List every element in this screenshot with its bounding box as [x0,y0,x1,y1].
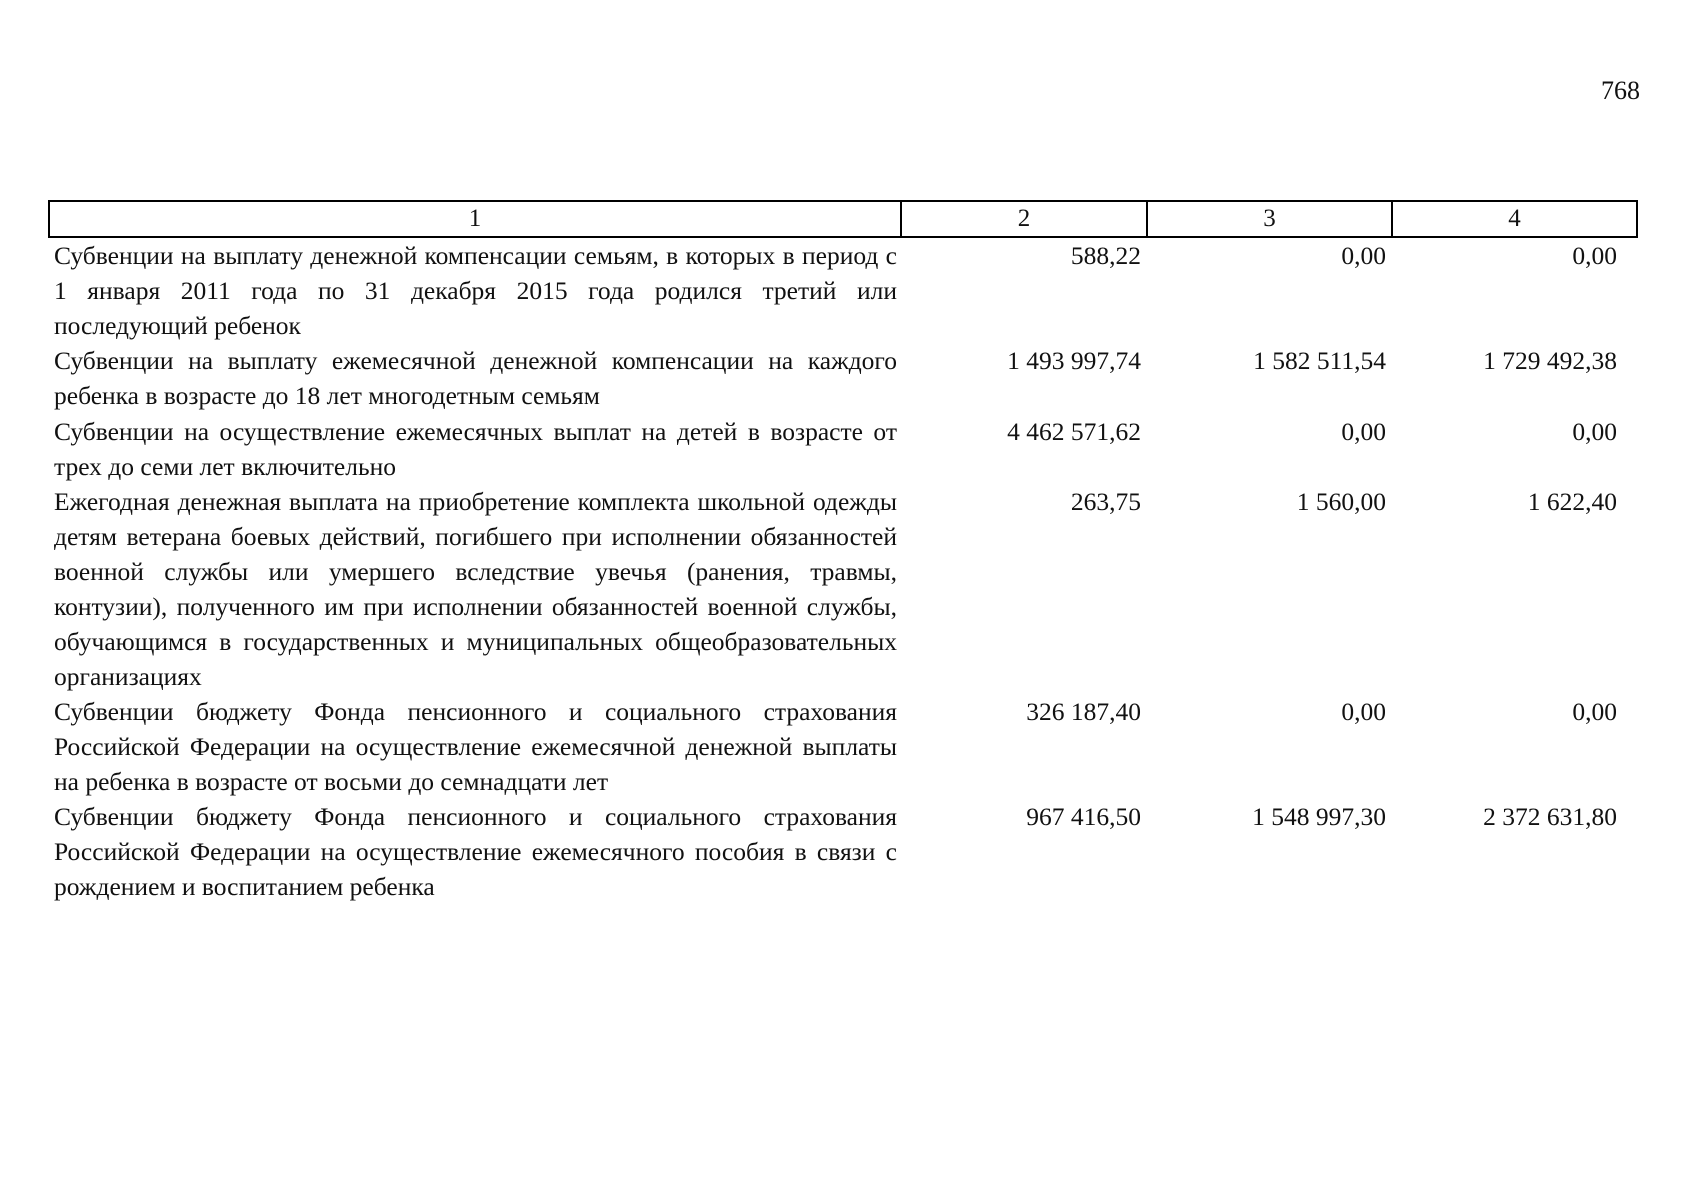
row-description: Субвенции на осуществление ежемесячных выплат на детей в возрасте от трех до семи лет включительно [54,417,897,481]
table-row [49,484,1637,694]
row-value-col2: 1 493 997,74 [1007,346,1141,375]
row-value-col4: 2 372 631,80 [1483,802,1617,831]
row-value-col3: 0,00 [1341,241,1386,270]
row-value-col3: 1 560,00 [1296,487,1386,516]
row-value-col3: 0,00 [1341,697,1386,726]
row-value-col4: 0,00 [1572,417,1617,446]
table-row [49,343,1637,414]
row-value-col2: 967 416,50 [1026,802,1141,831]
table-row [49,799,1637,904]
column-header: 2 [901,201,1147,237]
column-header: 1 [49,201,901,237]
row-value-col3: 0,00 [1341,417,1386,446]
table-row [49,414,1637,484]
row-value-col4: 1 622,40 [1527,487,1617,516]
row-value-col2: 588,22 [1070,241,1141,270]
table-header-row [49,201,1637,237]
table-row [49,694,1637,799]
column-header: 3 [1147,201,1392,237]
row-value-col2: 263,75 [1070,487,1141,516]
row-value-col4: 0,00 [1572,697,1617,726]
row-value-col2: 4 462 571,62 [1007,417,1141,446]
row-description: Субвенции бюджету Фонда пенсионного и социального страхования Российской Федерации на осуществление ежемесячной денежной выплаты на ребенка в возрасте от восьми до семнадцати лет [54,697,897,796]
column-header: 4 [1392,201,1637,237]
row-value-col4: 1 729 492,38 [1483,346,1617,375]
row-value-col2: 326 187,40 [1026,697,1141,726]
row-description: Ежегодная денежная выплата на приобретение комплекта школьной одежды детям ветерана боевых действий, погибшего при исполнении обязанностей военной службы или умершего вследствие увечья (ранения, травмы, контузии), полученного им при исполнении обязанностей военной службы, обучающимся в государственных и муниципальных общеобразовательных организациях [54,487,897,691]
row-value-col3: 1 548 997,30 [1252,802,1386,831]
budget-table [48,200,1638,904]
row-value-col3: 1 582 511,54 [1253,346,1386,375]
row-description: Субвенции на выплату денежной компенсации семьям, в которых в период с 1 января 2011 года по 31 декабря 2015 года родился третий или последующий ребенок [54,241,897,340]
row-description: Субвенции бюджету Фонда пенсионного и социального страхования Российской Федерации на осуществление ежемесячного пособия в связи с рождением и воспитанием ребенка [54,802,897,901]
page-number: 768 [1601,76,1640,105]
row-description: Субвенции на выплату ежемесячной денежной компенсации на каждого ребенка в возрасте до 18 лет многодетным семьям [54,346,897,410]
table-row [49,237,1637,343]
row-value-col4: 0,00 [1572,241,1617,270]
